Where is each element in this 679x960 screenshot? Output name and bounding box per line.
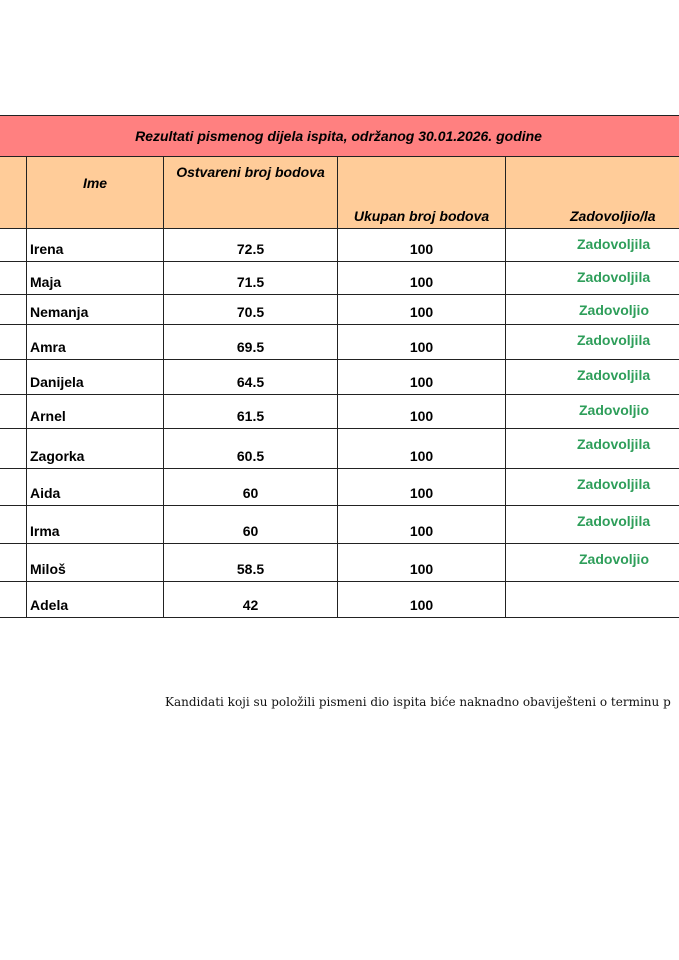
row-name: Irma — [27, 506, 164, 544]
row-index-cell — [0, 429, 27, 469]
table-row — [0, 325, 679, 360]
footer-note: Kandidati koji su položili pismeni dio ispita biće naknadno obaviješteni o terminu p — [165, 695, 671, 709]
status-text: Zadovoljila — [577, 332, 651, 348]
header-total: Ukupan broj bodova — [338, 157, 506, 229]
table-row — [0, 295, 679, 325]
status-text: Zadovoljio — [579, 302, 649, 318]
status-text: Zadovoljila — [577, 513, 651, 529]
results-table — [0, 115, 679, 618]
row-points: 60 — [164, 506, 338, 544]
header-points: Ostvareni broj bodova — [164, 157, 338, 229]
row-total: 100 — [338, 469, 506, 506]
row-index-cell — [0, 469, 27, 506]
row-index-cell — [0, 544, 27, 582]
row-name: Aida — [27, 469, 164, 506]
table-row — [0, 429, 679, 469]
row-status — [506, 262, 679, 295]
row-status — [506, 506, 679, 544]
row-points: 71.5 — [164, 262, 338, 295]
row-index-cell — [0, 262, 27, 295]
table-row — [0, 395, 679, 429]
row-status — [506, 469, 679, 506]
table-row — [0, 229, 679, 262]
row-name: Zagorka — [27, 429, 164, 469]
header-name: Ime — [27, 157, 164, 229]
row-status — [506, 544, 679, 582]
row-total: 100 — [338, 506, 506, 544]
table-row — [0, 469, 679, 506]
row-points: 42 — [164, 582, 338, 618]
row-total: 100 — [338, 582, 506, 618]
title-row — [0, 116, 679, 157]
row-points: 61.5 — [164, 395, 338, 429]
status-text: Zadovoljio — [579, 551, 649, 567]
row-name: Irena — [27, 229, 164, 262]
status-text: Zadovoljila — [577, 476, 651, 492]
header-index-cell — [0, 157, 27, 229]
row-status — [506, 429, 679, 469]
row-points: 70.5 — [164, 295, 338, 325]
table-row — [0, 506, 679, 544]
row-index-cell — [0, 295, 27, 325]
table-row — [0, 582, 679, 618]
row-status — [506, 360, 679, 395]
row-total: 100 — [338, 229, 506, 262]
status-text: Zadovoljila — [577, 436, 651, 452]
row-total: 100 — [338, 429, 506, 469]
row-total: 100 — [338, 395, 506, 429]
status-text: Zadovoljio — [579, 402, 649, 418]
row-name: Miloš — [27, 544, 164, 582]
table-title: Rezultati pismenog dijela ispita, održanog 30.01.2026. godine — [0, 116, 679, 157]
row-status — [506, 395, 679, 429]
row-points: 58.5 — [164, 544, 338, 582]
row-total: 100 — [338, 325, 506, 360]
row-index-cell — [0, 360, 27, 395]
results-sheet — [0, 115, 679, 618]
row-points: 60.5 — [164, 429, 338, 469]
row-points: 72.5 — [164, 229, 338, 262]
row-name: Nemanja — [27, 295, 164, 325]
row-name: Arnel — [27, 395, 164, 429]
status-text: Zadovoljila — [577, 269, 651, 285]
header-row — [0, 157, 679, 229]
row-name: Adela — [27, 582, 164, 618]
row-status — [506, 582, 679, 618]
row-index-cell — [0, 229, 27, 262]
row-name: Maja — [27, 262, 164, 295]
row-total: 100 — [338, 544, 506, 582]
row-points: 60 — [164, 469, 338, 506]
row-index-cell — [0, 506, 27, 544]
status-text: Zadovoljila — [577, 367, 651, 383]
row-total: 100 — [338, 295, 506, 325]
header-status: Zadovoljio/la — [506, 157, 679, 229]
row-name: Amra — [27, 325, 164, 360]
row-status — [506, 295, 679, 325]
row-name: Danijela — [27, 360, 164, 395]
status-text: Zadovoljila — [577, 236, 651, 252]
row-total: 100 — [338, 262, 506, 295]
row-total: 100 — [338, 360, 506, 395]
row-index-cell — [0, 395, 27, 429]
table-row — [0, 262, 679, 295]
row-index-cell — [0, 325, 27, 360]
row-points: 69.5 — [164, 325, 338, 360]
table-row — [0, 544, 679, 582]
row-status — [506, 325, 679, 360]
table-row — [0, 360, 679, 395]
row-points: 64.5 — [164, 360, 338, 395]
row-index-cell — [0, 582, 27, 618]
row-status — [506, 229, 679, 262]
